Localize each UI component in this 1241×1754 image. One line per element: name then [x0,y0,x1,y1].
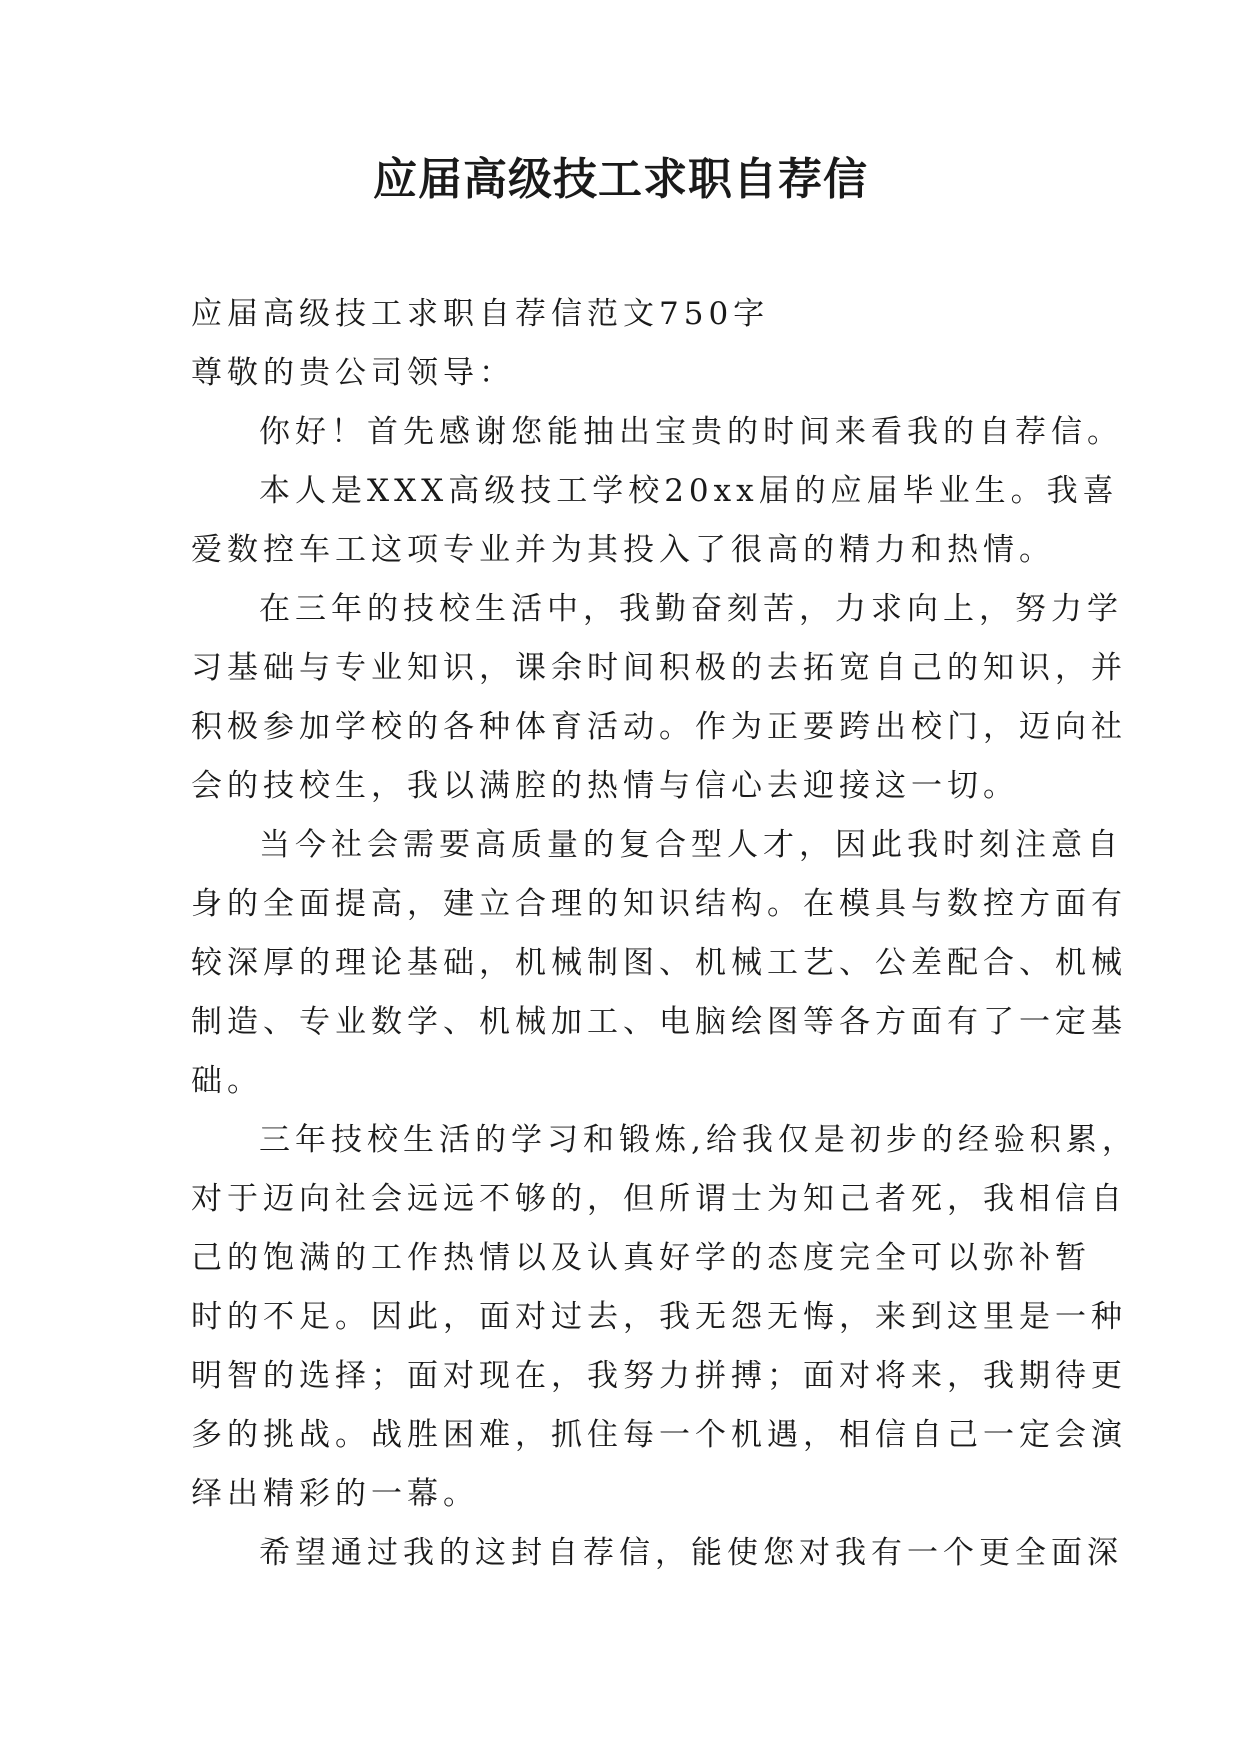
document-title: 应届高级技工求职自荐信 [373,154,868,205]
paragraph-line: 本人是XXX高级技工学校20xx届的应届毕业生。我喜 [259,473,1119,509]
paragraph-line: 积极参加学校的各种体育活动。作为正要跨出校门，迈向社 [191,709,1127,745]
paragraph-line: 较深厚的理论基础，机械制图、机械工艺、公差配合、机械 [191,945,1127,981]
paragraph-line: 当今社会需要高质量的复合型人才，因此我时刻注意自 [259,827,1123,863]
paragraph-line: 多的挑战。战胜困难，抓住每一个机遇，相信自己一定会演 [191,1417,1127,1453]
paragraph-line: 绎出精彩的一幕。 [191,1476,479,1512]
paragraph-line: 对于迈向社会远远不够的，但所谓士为知己者死，我相信自 [191,1181,1127,1217]
paragraph-line: 你好！首先感谢您能抽出宝贵的时间来看我的自荐信。 [259,414,1123,450]
paragraph-line: 制造、专业数学、机械加工、电脑绘图等各方面有了一定基 [191,1004,1127,1040]
paragraph-line: 在三年的技校生活中，我勤奋刻苦，力求向上，努力学 [259,591,1123,627]
paragraph-line: 己的饱满的工作热情以及认真好学的态度完全可以弥补暂 [191,1240,1091,1276]
paragraph-line: 身的全面提高，建立合理的知识结构。在模具与数控方面有 [191,886,1127,922]
paragraph-line: 爱数控车工这项专业并为其投入了很高的精力和热情。 [191,532,1055,568]
paragraph-line: 明智的选择；面对现在，我努力拼搏；面对将来，我期待更 [191,1358,1127,1394]
paragraph-line: 础。 [191,1063,263,1099]
paragraph-line: 习基础与专业知识，课余时间积极的去拓宽自己的知识，并 [191,650,1127,686]
paragraph-line: 会的技校生，我以满腔的热情与信心去迎接这一切。 [191,768,1019,804]
paragraph-line: 希望通过我的这封自荐信，能使您对我有一个更全面深 [259,1535,1123,1571]
paragraph-line: 时的不足。因此，面对过去，我无怨无悔，来到这里是一种 [191,1299,1127,1335]
subtitle-line: 应届高级技工求职自荐信范文750字 [191,296,770,332]
letter-body [191,285,1138,1583]
paragraph-line: 三年技校生活的学习和锻炼,给我仅是初步的经验积累， [259,1122,1138,1158]
salutation-line: 尊敬的贵公司领导： [191,355,515,391]
